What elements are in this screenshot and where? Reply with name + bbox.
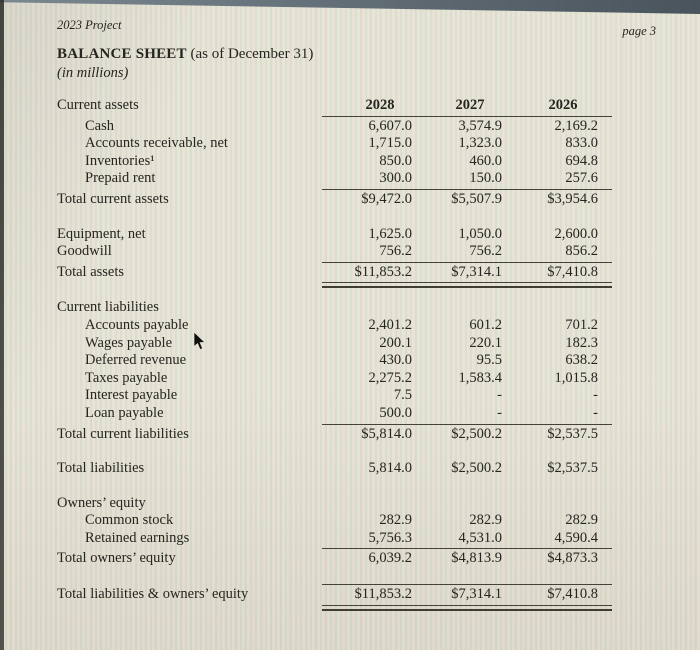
row-label: Accounts receivable, net [85,135,228,152]
empty-cell [412,495,502,513]
cell-2027: 460.0 [469,152,502,169]
table-row-wages-payable [57,335,617,353]
grand-total-rule [322,605,612,611]
table-row-total-assets [57,264,617,282]
cell-2027: 282.9 [469,512,502,529]
cell-2026: 833.0 [565,135,598,152]
empty-cell [412,299,502,317]
cell-2028: 2,401.2 [368,316,412,333]
table-row-deferred-revenue [57,352,617,370]
row-label: Total owners’ equity [57,550,176,567]
spacer [57,568,617,583]
cell-2028: 300.0 [379,170,412,187]
cell-2028: $5,814.0 [361,425,412,442]
row-label: Loan payable [85,404,164,421]
cell-2027: 3,574.9 [458,117,502,134]
cell-2027: - [497,404,502,421]
document-title [57,46,313,63]
document-title-bold: BALANCE SHEET [57,46,187,62]
photo-left-edge [0,0,4,650]
cell-2028: $11,853.2 [354,263,412,280]
subtotal-rule [322,189,612,190]
table-row-inventories [57,153,617,171]
cell-2026: $3,954.6 [547,190,598,207]
cell-2027: 4,531.0 [458,529,502,546]
table-row-total-current-assets [57,191,617,209]
spacer [57,478,617,495]
table-row-prepaid-rent [57,170,617,188]
row-label: Common stock [85,512,174,529]
header-rule [322,116,612,117]
table-row-common-stock [57,512,617,530]
section-current-liabilities: Current liabilities [57,299,159,316]
cell-2026: 2,600.0 [554,225,598,242]
row-label: Prepaid rent [85,170,156,187]
photo-top-edge [0,0,700,14]
empty-cell [502,495,598,513]
row-label: Taxes payable [85,369,168,386]
cell-2026: $2,537.5 [547,460,598,477]
subtotal-rule [322,548,612,549]
row-label: Cash [85,117,114,134]
cell-2028: 756.2 [379,243,412,260]
cell-2026: $2,537.5 [547,425,598,442]
cell-2026: - [593,387,598,404]
cell-2027: 756.2 [469,243,502,260]
cell-2028: 5,756.3 [368,529,412,546]
row-label: Deferred revenue [85,352,187,369]
cell-2028: $9,472.0 [361,190,412,207]
cell-2026: 4,590.4 [554,529,598,546]
row-label: Goodwill [57,243,112,260]
table-row-total-liabilities-and-equity [57,586,617,604]
empty-cell [322,495,412,513]
row-label: Total liabilities [57,460,145,477]
document-title-normal: (as of December 31) [190,46,314,62]
row-label: Total liabilities & owners’ equity [57,586,249,603]
year-header-2028: 2028 [365,97,395,113]
section-owners-equity: Owners’ equity [57,494,146,511]
cell-2027: 1,323.0 [458,135,502,152]
cell-2027: $4,813.9 [451,550,502,567]
cell-2027: 1,583.4 [458,369,502,386]
cell-2026: 2,169.2 [554,117,598,134]
table-row-taxes-payable [57,370,617,388]
cell-2026: $4,873.3 [547,550,598,567]
cell-2026: 257.6 [565,170,598,187]
table-row-total-liabilities [57,460,617,478]
cell-2028: 850.0 [379,152,412,169]
section-current-assets: Current assets [57,97,139,113]
cell-2026: 638.2 [565,352,598,369]
table-row-retained-earnings [57,530,617,548]
table-row-equipment [57,226,617,244]
cell-2027: $7,314.1 [451,263,502,280]
document-subtitle: (in millions) [57,65,129,81]
table-section-row [57,495,617,513]
table-row-accounts-receivable [57,135,617,153]
cell-2027: 601.2 [469,316,502,333]
table-row-interest-payable [57,387,617,405]
row-label: Interest payable [85,387,178,404]
mouse-cursor-icon [193,332,207,352]
row-label: Total current assets [57,190,169,207]
row-label: Inventories¹ [85,152,155,169]
cell-2028: 5,814.0 [368,460,412,477]
balance-sheet-table [57,97,617,612]
table-row-goodwill [57,243,617,261]
page-number: page 3 [622,24,656,38]
row-label: Equipment, net [57,225,146,242]
cell-2028: 1,625.0 [368,225,412,242]
cell-2026: - [593,404,598,421]
cell-2027: $2,500.2 [451,425,502,442]
year-header-2026: 2026 [548,97,578,113]
cell-2026: 182.3 [565,334,598,351]
cell-2026: 694.8 [565,152,598,169]
cell-2026: $7,410.8 [547,263,598,280]
cell-2028: 282.9 [379,512,412,529]
row-label: Total assets [57,263,125,280]
row-label: Retained earnings [85,529,190,546]
grand-total-top-rule [322,584,612,585]
row-label: Accounts payable [85,316,189,333]
table-row-accounts-payable [57,317,617,335]
table-row-total-owners-equity [57,550,617,568]
cell-2026: 701.2 [565,316,598,333]
row-label: Total current liabilities [57,425,189,442]
cell-2028: 6,039.2 [368,550,412,567]
cell-2028: 2,275.2 [368,369,412,386]
row-label: Wages payable [85,334,172,351]
cell-2028: 1,715.0 [368,135,412,152]
table-row-total-current-liabilities [57,426,617,444]
cell-2028: 500.0 [379,404,412,421]
cell-2026: 282.9 [565,512,598,529]
empty-cell [322,299,412,317]
cell-2027: 150.0 [469,170,502,187]
cell-2027: $7,314.1 [451,586,502,603]
running-header-project: 2023 Project [57,18,122,32]
cell-2027: - [497,387,502,404]
year-header-2027: 2027 [455,97,485,113]
cell-2026: 856.2 [565,243,598,260]
cell-2027: $2,500.2 [451,460,502,477]
cell-2026: 1,015.8 [554,369,598,386]
cell-2028: 200.1 [379,334,412,351]
table-section-row [57,299,617,317]
cell-2027: 220.1 [469,334,502,351]
cell-2028: 430.0 [379,352,412,369]
empty-cell [502,299,598,317]
table-header-row [57,97,617,115]
spacer [57,289,617,299]
table-row-cash [57,118,617,136]
grand-total-rule [322,282,612,288]
table-row-loan-payable [57,405,617,423]
subtotal-rule [322,424,612,425]
cell-2028: 7.5 [393,387,412,404]
spacer [57,443,617,460]
subtotal-rule [322,262,612,263]
cell-2026: $7,410.8 [547,586,598,603]
cell-2027: 1,050.0 [458,225,502,242]
cell-2028: 6,607.0 [368,117,412,134]
cell-2027: 95.5 [476,352,502,369]
cell-2028: $11,853.2 [354,586,412,603]
spacer [57,209,617,226]
cell-2027: $5,507.9 [451,190,502,207]
